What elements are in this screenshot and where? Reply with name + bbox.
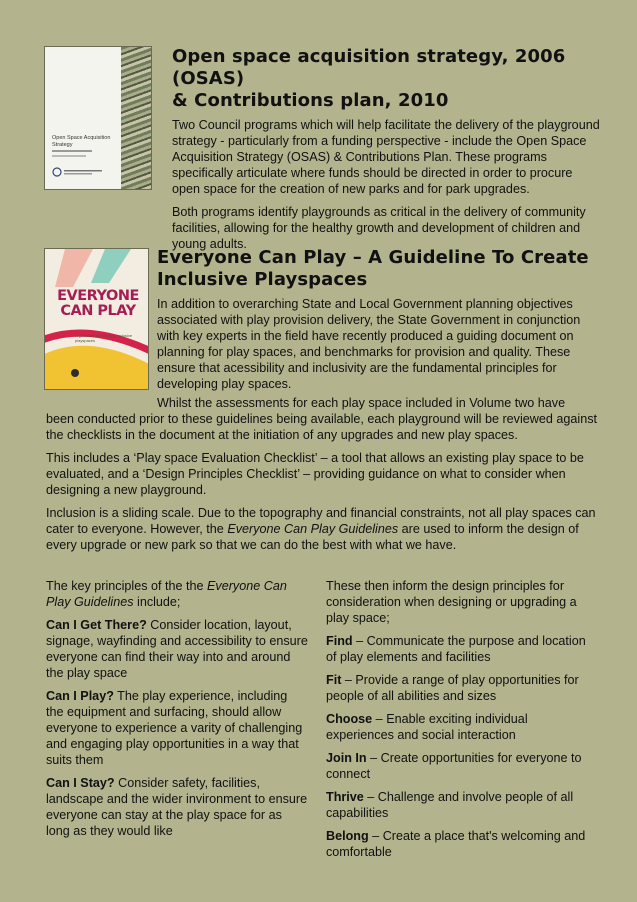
design-principle-label: Find (326, 634, 353, 648)
ecp-paragraph-4-a: Inclusion is a sliding scale. Due to the topography and financial constraints, not all play spaces can cater to everyone. However, the (46, 506, 596, 536)
design-principle-text: – Communicate the purpose and location of play elements and facilities (326, 634, 586, 664)
intro-text-a: The key principles of the the (46, 579, 208, 593)
ecp-paragraph-1: In addition to overarching State and Local Government planning objectives associated with play provision delivery, the State Government in conjunction with key experts in the field have recently produced a guiding document on planning for play spaces, and benchmarks for provision and quality. These ensure that acessibility and inclusivity are the fundamental principles for developing play spaces. (157, 297, 581, 391)
principle-item (46, 688, 308, 768)
ecp-heading-line2: Inclusive Playspaces (157, 269, 368, 290)
design-principle-item (326, 789, 596, 821)
cover-title (53, 289, 143, 319)
design-principle-text: – Enable exciting individual experiences and social interaction (326, 712, 528, 742)
cover-graphic-shapes (45, 249, 148, 389)
ecp-header-block (157, 247, 602, 396)
design-principle-item (326, 633, 596, 665)
design-principle-text: – Create a place that's welcoming and comfortable (326, 829, 586, 859)
key-principles-column (46, 578, 308, 846)
aerial-map-image (121, 47, 151, 189)
osas-section (172, 46, 602, 259)
design-principle-label: Choose (326, 712, 373, 726)
principle-text: Consider location, layout, signage, wayfinding and accessibility to ensure everyone can find their way into and around the play space (46, 618, 308, 680)
principle-item (46, 617, 308, 681)
everyone-can-play-cover-image (44, 248, 149, 390)
ecp-guidelines-title: Everyone Can Play Guidelines (227, 522, 399, 536)
osas-paragraph-1: Two Council programs which will help facilitate the delivery of the playground strategy - particularly from a funding perspective - include the Open Space Acquisition Strategy (OSAS) & Contributions Plan. These programs specifically articulate where funds should be directed in order to procure open space for the creation of new parks and for park upgrades. (172, 118, 600, 196)
principle-text: The play experience, including the equipment and surfacing, should allow everyone to experience a varity of challenging and engaging play opportunities in a way that suits them (46, 689, 303, 767)
principle-label: Can I Play? (46, 689, 114, 703)
osas-paragraph-2: Both programs identify playgrounds as critical in the delivery of community facilities, allowing for the healthy growth and development of children and young adults. (172, 205, 586, 251)
design-principles-column (326, 578, 596, 867)
intro-guidelines-title: Everyone Can Play Guidelines (46, 579, 287, 609)
ecp-paragraph-2 (46, 395, 602, 443)
design-principle-item (326, 828, 596, 860)
design-principle-label: Join In (326, 751, 367, 765)
ecp-body (46, 395, 602, 560)
design-principle-label: Fit (326, 673, 342, 687)
design-principle-item (326, 750, 596, 782)
ecp-paragraph-2-first-line: Whilst the assessments for each play space included in Volume two have (157, 396, 566, 410)
cover-subtitle: A guideline for creating inclusive playspaces (75, 333, 133, 343)
council-logo-icon (52, 167, 106, 177)
principle-text: Consider safety, facilities, landscape and the wider invironment to ensure everyone can stay at the play space for as long as they would like (46, 776, 308, 838)
design-principle-item (326, 711, 596, 743)
design-principle-text: – Provide a range of play opportunities for people of all abilities and sizes (326, 673, 579, 703)
cover-text-line (52, 155, 86, 157)
design-principles-intro: These then inform the design principles for consideration when designing or upgrading a play space; (326, 579, 577, 625)
osas-heading-line1: Open space acquisition strategy, 2006 (OSAS) (172, 46, 566, 89)
cover-title-line2: CAN PLAY (60, 303, 136, 319)
design-principle-label: Thrive (326, 790, 364, 804)
cover-text-line (52, 150, 92, 152)
principle-item (46, 775, 308, 839)
design-principle-item (326, 672, 596, 704)
principle-label: Can I Get There? (46, 618, 147, 632)
principle-label: Can I Stay? (46, 776, 115, 790)
cover-title-line1: EVERYONE (57, 288, 139, 304)
design-principle-text: – Challenge and involve people of all capabilities (326, 790, 574, 820)
ecp-paragraph-4 (46, 505, 602, 553)
ecp-heading-line1: Everyone Can Play – A Guideline To Create (157, 247, 589, 268)
design-principle-text: – Create opportunities for everyone to connect (326, 751, 582, 781)
ecp-paragraph-3: This includes a ‘Play space Evaluation Checklist’ – a tool that allows an existing play space to be evaluated, and a ‘Design Principles Checklist’ – providing guidance on what to consider when designing a new playground. (46, 451, 584, 497)
key-principles-intro (46, 578, 308, 610)
ecp-paragraph-2-rest: been conducted prior to these guidelines being available, each playground will be reviewed against the checklists in the document at the initiation of any upgrades and new play spaces. (46, 412, 597, 442)
ecp-paragraph-4-b: are used to inform the design of every upgrade or new park so that we can do the best with what we have. (46, 522, 579, 552)
osas-cover-image (44, 46, 152, 190)
osas-cover-title: Open Space Acquisition Strategy (52, 135, 111, 148)
intro-text-b: include; (133, 595, 181, 609)
osas-heading-line2: & Contributions plan, 2010 (172, 90, 449, 111)
design-principle-label: Belong (326, 829, 369, 843)
